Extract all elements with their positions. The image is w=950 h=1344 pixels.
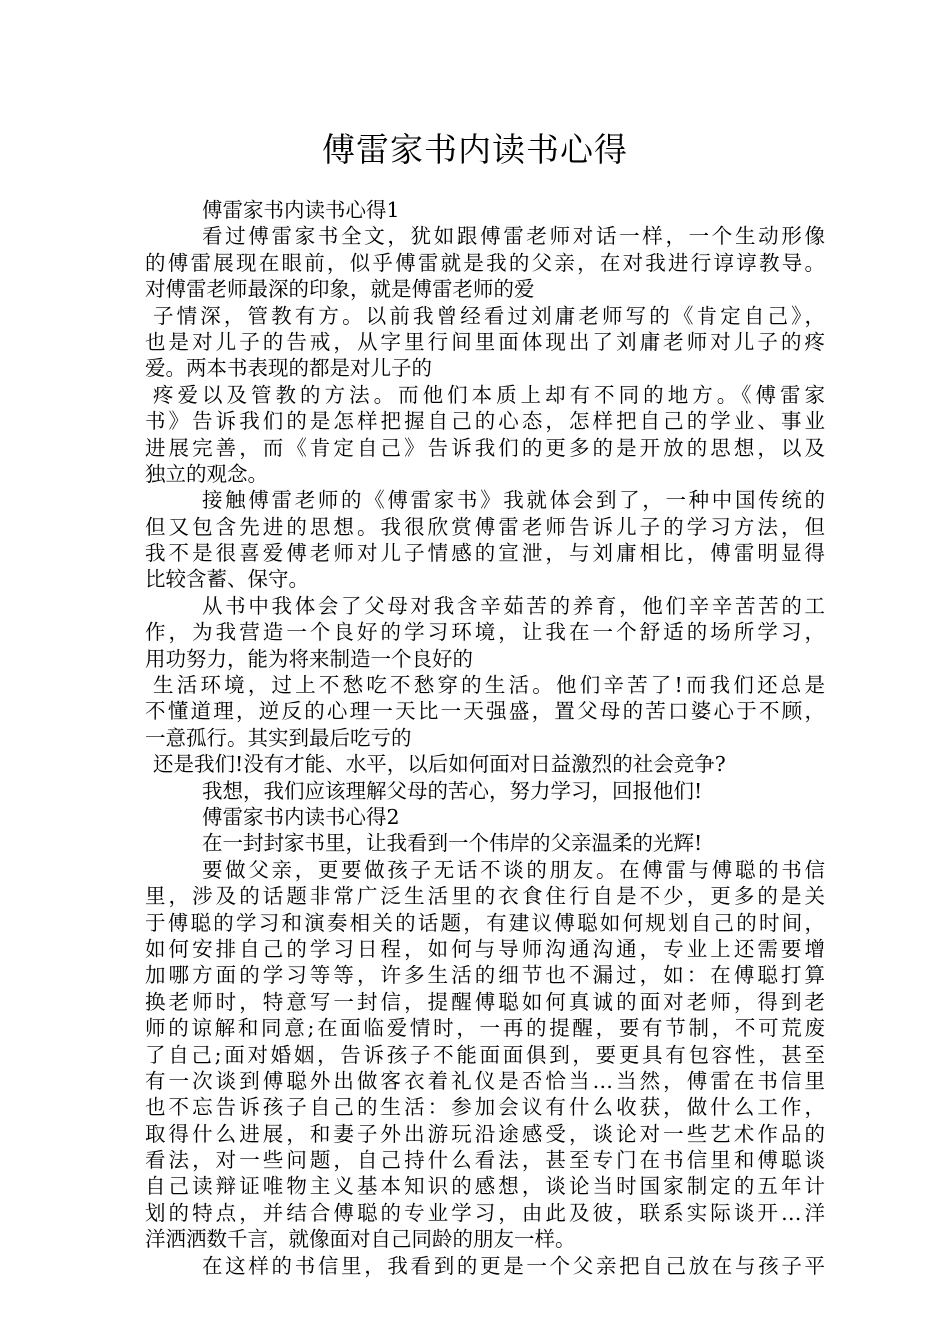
document-body: [145, 197, 825, 1279]
text-line: 于傅聪的学习和演奏相关的话题，有建议傅聪如何规划自己的时间，: [145, 910, 825, 935]
text-line: 洋洒洒数千言，就像面对自己同龄的朋友一样。: [145, 1227, 576, 1252]
text-line: 书》告诉我们的是怎样把握自己的心态，怎样把自己的学业、事业: [145, 409, 825, 434]
text-line: 自己读辩证唯物主义基本知识的感想，谈论当时国家制定的五年计: [145, 1174, 825, 1199]
text-line: 生活环境，过上不愁吃不愁穿的生活。他们辛苦了!而我们还总是: [153, 673, 825, 698]
text-line: 换老师时，特意写一封信，提醒傅聪如何真诚的面对老师，得到老: [145, 989, 825, 1014]
text-line: 比较含蓄、保守。: [145, 567, 309, 592]
text-line: 加哪方面的学习等等，许多生活的细节也不漏过，如：在傅聪打算: [145, 963, 825, 988]
text-line: 子情深，管教有方。以前我曾经看过刘庸老师写的《肯定自己》，: [153, 303, 825, 328]
text-line: 接触傅雷老师的《傅雷家书》我就体会到了，一种中国传统的: [202, 488, 825, 513]
text-line: 疼爱以及管教的方法。而他们本质上却有不同的地方。《傅雷家: [153, 382, 825, 407]
text-line: 在一封封家书里，让我看到一个伟岸的父亲温柔的光辉!: [202, 831, 703, 856]
text-line: 里，涉及的话题非常广泛生活里的衣食住行自是不少，更多的是关: [145, 884, 825, 909]
text-line: 作，为我营造一个良好的学习环境，让我在一个舒适的场所学习，: [145, 620, 825, 645]
text-line: 划的特点，并结合傅聪的专业学习，由此及彼，联系实际谈开…洋: [145, 1200, 825, 1225]
text-line: 要做父亲，更要做孩子无话不谈的朋友。在傅雷与傅聪的书信: [202, 857, 825, 882]
text-line: 如何安排自己的学习日程，如何与导师沟通沟通，专业上还需要增: [145, 936, 825, 961]
text-line: 还是我们!没有才能、水平，以后如何面对日益激烈的社会竞争?: [153, 752, 726, 777]
text-line: 在这样的书信里，我看到的更是一个父亲把自己放在与孩子平: [202, 1253, 825, 1278]
text-line: 也不忘告诉孩子自己的生活：参加会议有什么收获，做什么工作，: [145, 1095, 825, 1120]
text-line: 不懂道理，逆反的心理一天比一天强盛，置父母的苦口婆心于不顾，: [145, 699, 825, 724]
text-line: 一意孤行。其实到最后吃亏的: [145, 725, 412, 750]
text-line: 但又包含先进的思想。我很欣赏傅雷老师告诉儿子的学习方法，但: [145, 514, 825, 539]
text-line: 从书中我体会了父母对我含辛茹苦的养育，他们辛辛苦苦的工: [202, 593, 825, 618]
document-title: 傅雷家书内读书心得: [322, 130, 628, 169]
text-line: 也是对儿子的告戒，从字里行间里面体现出了刘庸老师对儿子的疼: [145, 329, 825, 354]
text-line: 的傅雷展现在眼前，似乎傅雷就是我的父亲，在对我进行谆谆教导。: [145, 250, 825, 275]
text-line: 取得什么进展，和妻子外出游玩沿途感受，谈论对一些艺术作品的: [145, 1121, 825, 1146]
text-line: 我不是很喜爱傅老师对儿子情感的宣泄，与刘庸相比，傅雷明显得: [145, 541, 825, 566]
text-line: 我想，我们应该理解父母的苦心，努力学习，回报他们!: [202, 778, 703, 803]
text-line: 独立的观念。: [145, 461, 268, 486]
text-line: 看过傅雷家书全文，犹如跟傅雷老师对话一样，一个生动形像: [202, 224, 825, 249]
text-line: 师的谅解和同意;在面临爱情时，一再的提醒，要有节制，不可荒废: [145, 1016, 825, 1041]
text-line: 看法，对一些问题，自己持什么看法，甚至专门在书信里和傅聪谈: [145, 1148, 825, 1173]
text-line: 对傅雷老师最深的印象，就是傅雷老师的爱: [145, 277, 535, 302]
section-heading-1: 傅雷家书内读书心得1: [202, 198, 400, 222]
text-line: 用功努力，能为将来制造一个良好的: [145, 646, 473, 671]
text-line: 进展完善，而《肯定自己》告诉我们的更多的是开放的思想，以及: [145, 435, 825, 460]
text-line: 有一次谈到傅聪外出做客衣着礼仪是否恰当…当然，傅雷在书信里: [145, 1068, 825, 1093]
section-heading-2: 傅雷家书内读书心得2: [202, 804, 400, 829]
text-line: 了自己;面对婚姻，告诉孩子不能面面俱到，要更具有包容性，甚至: [145, 1042, 825, 1067]
text-line: 爱。两本书表现的都是对儿子的: [145, 356, 432, 381]
